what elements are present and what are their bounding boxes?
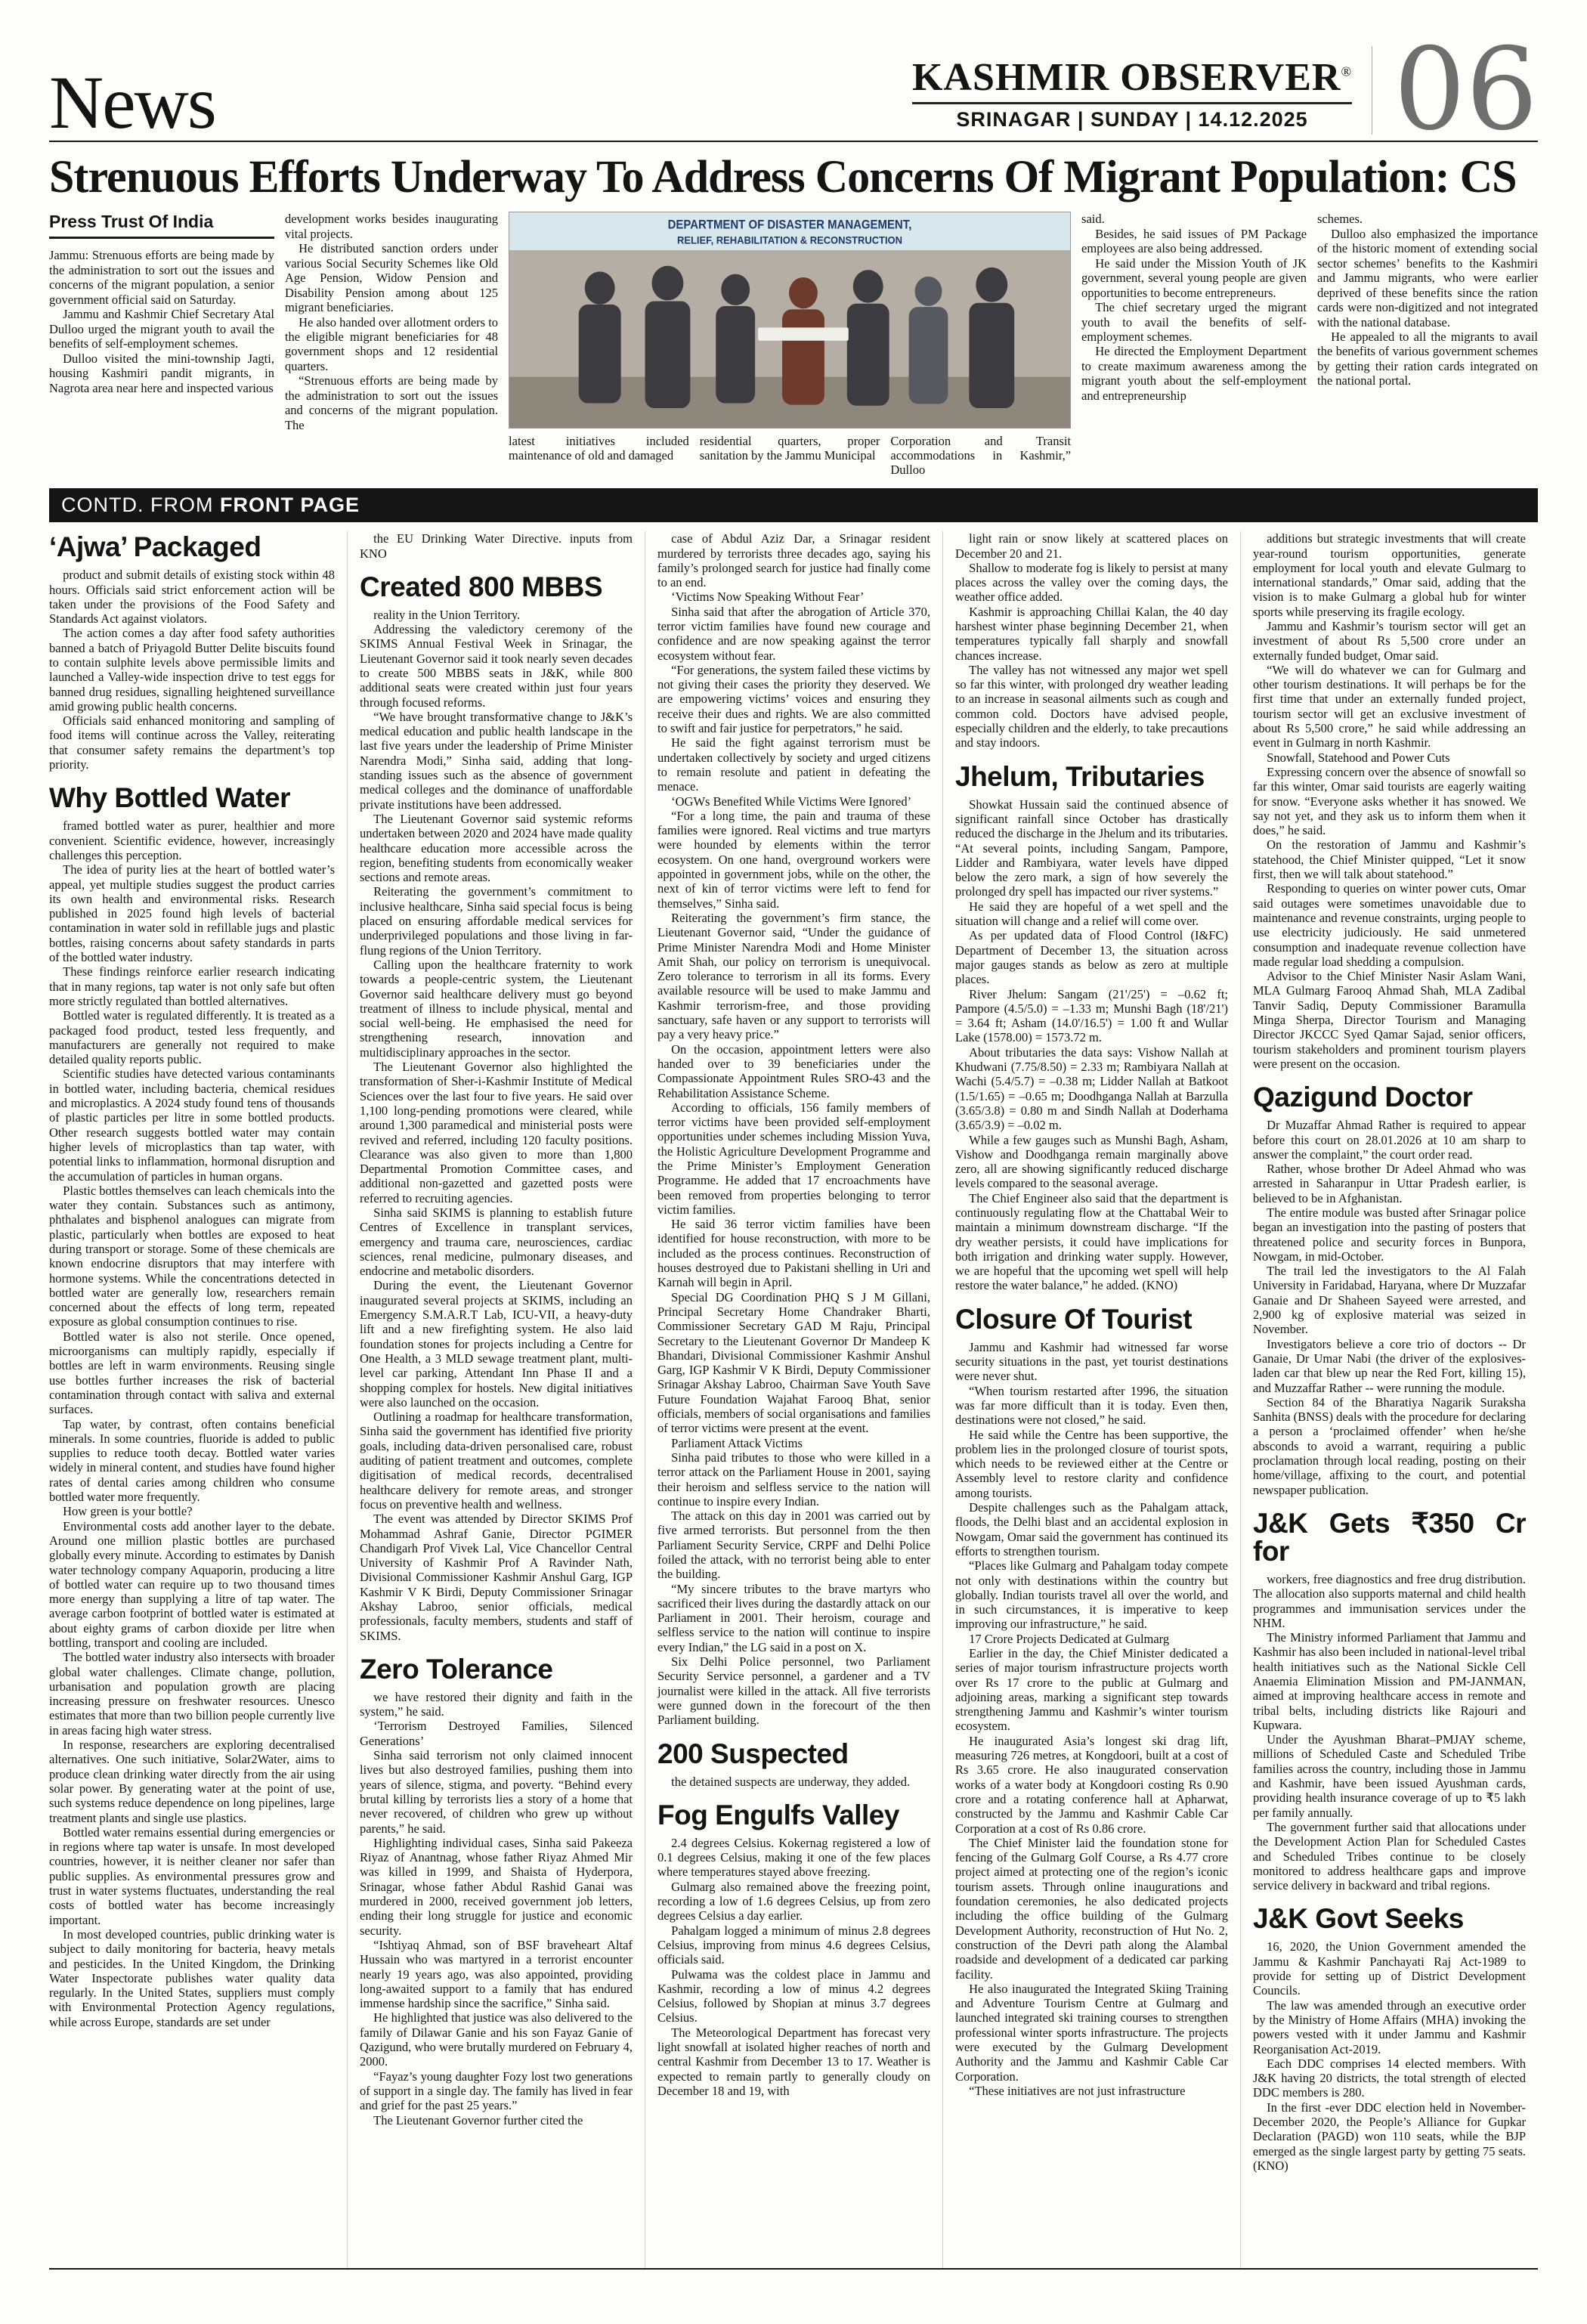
paragraph: The trail led the investigators to the Al Falah University in Faridabad, Haryana, where Dr Muzzafar Ganaie and Dr Shaheen Sayeed were arrested, and 2,900 kg of explosive material was seized in November.: [1253, 1264, 1526, 1337]
paragraph: River Jhelum: Sangam (21'/25') = –0.62 ft; Pampore (4.5/5.0) = –1.33 m; Munshi Bagh (18'/21') = 3.64 ft; Asham (14.0'/16.5') = 1.00 ft and Wullar Lake (1578.00) = 1573.72 m.: [955, 986, 1228, 1045]
article-heading: J&K Govt Seeks: [1253, 1903, 1464, 1935]
paragraph: 16, 2020, the Union Government amended the Jammu & Kashmir Panchayati Raj Act-1989 to provide for setting up of District Development Councils.: [1253, 1939, 1526, 1998]
paragraph: Responding to queries on winter power cuts, Omar said outages were sometimes unavoidable due to maintenance and revenue constraints, urging people to use electricity judiciously. He said unmetered consumption and inadequate revenue collection have made regular load shedding a compulsion.: [1253, 881, 1526, 969]
masthead: [912, 58, 1352, 97]
paragraph: Sinha said terrorism not only claimed innocent lives but also destroyed families, pushing them into years of silence, stigma, and poverty. “Behind every brutal killing by terrorists lies a story of a home that never recovered, of children who grew up without parents,” he said.: [360, 1748, 633, 1836]
paragraph: The attack on this day in 2001 was carried out by five armed terrorists. But personnel from the then Parliament Security Service, CRPF and Delhi Police foiled the attack, with no terrorist being able to enter the building.: [657, 1509, 930, 1582]
paragraph: “We have brought transformative change to J&K’s medical education and public health landscape in the last five years under the leadership of Prime Minister Narendra Modi,” Sinha said, adding that long-standing issues such as the absence of government medical colleges and the dominance of unaffordable private institutions have been addressed.: [360, 709, 633, 812]
paragraph: He said 36 terror victim families have been identified for house reconstruction, with more to be included as the process continues. Reconstruction of houses destroyed due to Pakistani shelling in Uri and Karnah will begin in April.: [657, 1217, 930, 1290]
paragraph: “My sincere tributes to the brave martyrs who sacrificed their lives during the dastardly attack on our Parliament in 2001. Their heroism, courage and selfless service to the nation will continue to inspire every Indian,” the LG said in a post on X.: [657, 1581, 930, 1654]
paragraph: ‘OGWs Benefited While Victims Were Ignored’: [671, 794, 912, 809]
paragraph: The action comes a day after food safety authorities banned a batch of Priyagold Butter Delite biscuits found to contain sulphite levels above permissible limits and launched a Valley-wide inspection drive to test eggs for banned drug residues, signalling heightened surveillance amid growing public health concerns.: [49, 626, 335, 713]
paragraph: Six Delhi Police personnel, two Parliament Security Service personnel, a gardener and a TV journalist were killed in the attack. All five terrorists were gunned down in the forecourt of the then Parliament building.: [657, 1654, 930, 1728]
paragraph: He also handed over allotment orders to the eligible migrant beneficiaries for 48 government shops and 12 residential quarters.: [284, 314, 499, 373]
lead-column-1: [49, 212, 274, 478]
paragraph: Calling upon the healthcare fraternity to work towards a people-centric system, the Lieutenant Governor said healthcare delivery must go beyond treatment of illness to include physical, mental and social well-being. He emphasised the need for strengthening research, innovation and multidisciplinary approaches in the sector.: [360, 957, 633, 1060]
contd-column-2: [347, 531, 645, 2268]
article-heading: Zero Tolerance: [360, 1653, 553, 1685]
paragraph: The Lieutenant Governor further cited the: [373, 2112, 583, 2127]
paragraph: “We will do whatever we can for Gulmarg and other tourism destinations. It will perhaps be for the first time that under an externally funded project, tourism sector will get an exclusive investment of about Rs 5,500 crore,” he said while addressing an event in Gulmarg in north Kashmir.: [1253, 662, 1526, 750]
paragraph: During the event, the Lieutenant Governor inaugurated several projects at SKIMS, including an Emergency S.M.A.R.T Lab, ICU-VII, a heavy-duty lift and a new firefighting system. He also laid foundation stones for projects including a Centre for One Health, a 3 MLD sewage treatment plant, multi-level car parking, Attendant Inn Phase II and a shopping complex for hostels. New digital initiatives were also launched on the occasion.: [360, 1278, 633, 1410]
paragraph: Bottled water is regulated differently. It is treated as a packaged food product, tested less frequently, and manufacturers are generally not required to make detailed quality reports public.: [49, 1008, 335, 1067]
paragraph: Dulloo visited the mini-township Jagti, housing Kashmiri pandit migrants, in Nagrota area near here and inspected various: [49, 351, 274, 395]
paragraph: 17 Crore Projects Dedicated at Gulmarg: [969, 1631, 1170, 1646]
news-photo: [509, 212, 1071, 429]
paragraph: In the first -ever DDC election held in November- December 2020, the People’s Alliance for Gupkar Declaration (PAGD) won 110 seats, while the BJP emerged as the single largest party by getting 75 seats. (KNO): [1253, 2100, 1526, 2173]
masthead-block: [912, 58, 1352, 135]
contd-from-front-page-banner: [49, 488, 1538, 522]
article-heading: ‘Ajwa’ Packaged: [49, 531, 261, 563]
paragraph: Special DG Coordination PHQ S J M Gillani, Principal Secretary Home Chandraker Bharti, Commissioner Secretary GAD M Raju, Principal Secretary to the Lieutenant Governor Dr Mandeep K Bhandari, Divisional Commissioner Kashmir Anshul Garg, IGP Kashmir V K Birdi, Deputy Commissioner Srinagar Akshay Labroo, Chairman Save Youth Save Future Foundation Wajahat Farooq Bhat, senior officials, members of social organisations and families of terror victims were present at the event.: [657, 1289, 930, 1436]
page-number: 06: [1372, 46, 1538, 135]
paragraph: product and submit details of existing stock within 48 hours. Officials said strict enforcement action will be taken under the provisions of the Food Safety and Standards Act against violators.: [49, 568, 335, 627]
paragraph: Addressing the valedictory ceremony of the SKIMS Annual Festival Week in Srinagar, the Lieutenant Governor said it took nearly seven decades to create 500 MBBS seats in J&K, while 800 additional seats were created within just four years through focused reforms.: [360, 622, 633, 710]
paragraph: we have restored their dignity and faith in the system,” he said.: [360, 1689, 633, 1719]
paragraph: He directed the Employment Department to create maximum awareness among the migrant youth about the self-employment and entrepreneurship: [1081, 344, 1307, 403]
paragraph: He appealed to all the migrants to avail the benefits of various government schemes by getting their ration cards integrated on the national portal.: [1317, 329, 1538, 388]
contd-column-5: [1240, 531, 1538, 2268]
paragraph: Environmental costs add another layer to the debate. Around one million plastic bottles are purchased globally every minute. According to estimates by Danish water technology company Aquaporin, producing a litre of bottled water can require up to two thousand times more energy than supplying a litre of tap water. The average carbon footprint of bottled water is estimated at about eighty grams of carbon dioxide per litre when bottling, transport and cooling are included.: [49, 1518, 335, 1650]
paragraph: Pahalgam logged a minimum of minus 2.8 degrees Celsius, improving from minus 4.6 degrees Celsius, officials said.: [657, 1923, 930, 1967]
paragraph: workers, free diagnostics and free drug distribution. The allocation also supports maternal and child health programmes and immunisation services under the NHM.: [1253, 1571, 1526, 1630]
contd-column-3: [645, 531, 942, 2268]
lead-headline: Strenuous Efforts Underway To Address Concerns Of Migrant Population: CS: [49, 152, 1517, 203]
paragraph: Dr Muzaffar Ahmad Rather is required to appear before this court on 28.01.2026 at 10 am sharp to answer the complaint,” the court order read.: [1253, 1118, 1526, 1162]
paragraph: The valley has not witnessed any major wet spell so far this winter, with prolonged dry weather leading to an increase in seasonal ailments such as cough and common cold. Doctors have advised people, especially children and the elderly, to take precautions and stay indoors.: [955, 662, 1228, 750]
article-heading: Jhelum, Tributaries: [955, 760, 1205, 792]
paragraph: These findings reinforce earlier research indicating that in many regions, tap water is not only safe but often more strictly regulated than bottled alternatives.: [49, 964, 335, 1008]
paragraph: Jammu: Strenuous efforts are being made by the administration to sort out the issues and concerns of the migrant population, a senior government official said on Saturday.: [49, 248, 274, 307]
paragraph: Snowfall, Statehood and Power Cuts: [1267, 750, 1450, 765]
article-heading: Fog Engulfs Valley: [657, 1799, 899, 1830]
lead-story: [49, 212, 1538, 478]
paragraph: “For generations, the system failed these victims by not giving their cases the priority they deserved. We are empowering victims’ voices and ensuring they receive their dues and rights. We are also committed to swift and fair justice for perpetrators,” he said.: [657, 662, 930, 736]
paragraph: Plastic bottles themselves can leach chemicals into the water they contain. Substances such as antimony, phthalates and bisphenol analogues can migrate from plastic, particularly when bottles are exposed to heat during transport or storage. Some of these chemicals are known endocrine disruptors that may interfere with hormone systems. While the concentrations detected in bottled water are generally low, researchers remain concerned about the effects of long term, repeated exposure as global consumption continues to rise.: [49, 1183, 335, 1329]
paragraph: Tap water, by contrast, often contains beneficial minerals. In some countries, fluoride is added to public supplies to reduce tooth decay. Bottled water varies widely in mineral content, and studies have found higher rates of dental caries among children who consume bottled water more frequently.: [49, 1416, 335, 1505]
paragraph: About tributaries the data says: Vishow Nallah at Khudwani (7.75/8.50) = 2.33 m; Rambiyara Nallah at Wachi (5.4/5.7) = –0.38 m; Lidder Nallah at Batkoot (1.5/1.65) = –0.65 m; Doodhganga Nallah at Barzulla (3.65/3.8) = 0.80 m and Sindh Nallah at Doderhama (3.65/3.9) = –0.02 m.: [955, 1044, 1228, 1133]
paragraph: He said the fight against terrorism must be undertaken collectively by society and urged citizens to remain resolute and patient in defeating the menace.: [657, 735, 930, 794]
paragraph: said.: [1081, 212, 1105, 227]
paragraph: development works besides inaugurating vital projects.: [284, 212, 499, 241]
paragraph: reality in the Union Territory.: [373, 607, 521, 622]
continued-stories: [49, 531, 1538, 2270]
article-heading: Qazigund Doctor: [1253, 1082, 1473, 1113]
paragraph: Section 84 of the Bharatiya Nagarik Suraksha Sanhita (BNSS) deals with the procedure for declaring a person a ‘proclaimed offender’ when he/she absconds to avoid a warrant, requiring a public proclamation through local reading, posting on their home/village, affixing to the court, and potential newspaper publication.: [1253, 1394, 1526, 1497]
paragraph: While a few gauges such as Munshi Bagh, Asham, Vishow and Doodhganga remain marginally above zero, all are showing significantly reduced discharge levels compared to the seasonal average.: [955, 1132, 1228, 1191]
paragraph: Highlighting individual cases, Sinha said Pakeeza Riyaz of Anantnag, whose father Riyaz Ahmed Mir was killed in 1999, and Shaista of Hyderpora, Srinagar, whose father Abdul Rashid Ganai was murdered in 2000, received government job letters, ending their long struggle for justice and economic security.: [360, 1835, 633, 1938]
paragraph: The Meteorological Department has forecast very light snowfall at isolated higher reaches of north and central Kashmir from December 13 to 17. Weather is expected to remain partly to generally cloudy on December 18 and 19, with: [657, 2025, 930, 2098]
paragraph: In most developed countries, public drinking water is subject to daily monitoring for bacteria, heavy metals and pesticides. In the United Kingdom, the Drinking Water Inspectorate publishes water quality data regularly. In the United States, suppliers must comply with Environmental Protection Agency regulations, while across Europe, standards are set under: [49, 1926, 335, 2029]
paragraph: He said they are hopeful of a wet spell and the situation will change and a relief will come over.: [955, 899, 1228, 929]
paragraph: Rather, whose brother Dr Adeel Ahmad who was arrested in Saharanpur in Uttar Pradesh earlier, is believed to be in Afghanistan.: [1253, 1162, 1526, 1205]
contd-banner-prefix: CONTD. FROM: [61, 494, 220, 517]
paragraph: Outlining a roadmap for healthcare transformation, Sinha said the government has identified five priority goals, including data-driven personalised care, robust auditing of patient treatment and outcomes, complete digitisation of medical records, decentralised healthcare delivery for remote areas, and stronger focus on preventive health and wellness.: [360, 1410, 633, 1512]
paragraph: additions but strategic investments that will create year-round tourism opportunities, generate employment for local youth and elevate Gulmarg to international standards,” Omar said, adding that the vision is to make Gulmarg a global hub for winter sports while preserving its fragile ecology.: [1253, 531, 1526, 619]
paragraph: Under the Ayushman Bharat–PMJAY scheme, millions of Scheduled Caste and Scheduled Tribe families across the country, including those in Jammu and Kashmir, have been issued Ayushman cards, providing health insurance coverage of up to ₹5 lakh per family annually.: [1253, 1732, 1526, 1820]
lead-column-5: [1317, 212, 1538, 478]
paragraph: The government further said that allocations under the Development Action Plan for Scheduled Castes and Scheduled Tribes continue to be closely monitored to address healthcare gaps and improve service delivery in backward and tribal regions.: [1253, 1819, 1526, 1893]
paragraph: Dulloo also emphasized the importance of the historic moment of extending social sector schemes’ benefits to the Kashmiri and Jammu migrants, who were earlier deprived of these benefits since the ration cards were non-digitized and not integrated with the national database.: [1317, 226, 1538, 330]
paragraph: The entire module was busted after Srinagar police began an investigation into the pasting of posters that threatened police and security forces in Bunpora, Nowgam, in mid-October.: [1253, 1205, 1526, 1264]
paragraph: Officials said enhanced monitoring and sampling of food items will continue across the Valley, reiterating that consumer safety remains the department’s top priority.: [49, 713, 335, 772]
paragraph: schemes.: [1317, 212, 1363, 227]
photo-block: [509, 212, 1071, 478]
paragraph: Showkat Hussain said the continued absence of significant rainfall since October has drastically reduced the discharge in the Jhelum and its tributaries. “At several points, including Sangam, Pampore, Lidder and Rambiyara, water levels have dipped below the zero mark, a sign of how severely the prolonged dry spell has impacted our river systems.”: [955, 797, 1228, 899]
photo-illustration: [509, 212, 1070, 428]
paragraph: He said under the Mission Youth of JK government, several young people are given opportunities to become entrepreneurs.: [1081, 255, 1307, 300]
masthead-text: KASHMIR OBSERVER: [911, 56, 1341, 99]
paragraph: Jammu and Kashmir’s tourism sector will get an investment of about Rs 5,500 crore under an externally funded budget, Omar said.: [1253, 619, 1526, 663]
article-heading: Created 800 MBBS: [360, 571, 603, 602]
paragraph: The bottled water industry also intersects with broader global water challenges. Climate change, pollution, urbanisation and population growth are placing increasing pressure on freshwater resources. Unesco estimates that more than two billion people currently live in areas facing high water stress.: [49, 1650, 335, 1738]
paragraph: He also inaugurated the Integrated Skiing Training and Adventure Tourism Centre at Gulmarg and launched integrated ski training courses to strengthen professional winter sports infrastructure. The projects were executed by the Gulmarg Development Authority and the Jammu and Kashmir Cable Car Corporation.: [955, 1981, 1228, 2084]
svg-text:DEPARTMENT OF DISASTER MANAGEM: DEPARTMENT OF DISASTER MANAGEMENT,: [667, 218, 912, 233]
paragraph: The event was attended by Director SKIMS Prof Mohammad Ashraf Ganie, Director PGIMER Chandigarh Prof Vivek Lal, Vice Chancellor Central University of Kashmir Prof A Ravinder Nath, Divisional Commissioner Kashmir Anshul Garg, IGP Kashmir V K Birdi, Deputy Commissioner Srinagar Akshay Labroo, senior officials, medical professionals, faculty members, students and staff of SKIMS.: [360, 1512, 633, 1643]
paragraph: Sinha said SKIMS is planning to establish future Centres of Excellence in transplant services, emergency and trauma care, neurosciences, cardiac sciences, renal medicine, pulmonary diseases, and endocrine and metabolic disorders.: [360, 1205, 633, 1279]
paragraph: Jammu and Kashmir had witnessed far worse security situations in the past, yet tourist destinations were never shut.: [955, 1339, 1228, 1384]
paragraph: 2.4 degrees Celsius. Kokernag registered a low of 0.1 degrees Celsius, making it one of the few places where temperatures stayed above freezing.: [657, 1835, 930, 1880]
paragraph: Reiterating the government’s commitment to inclusive healthcare, Sinha said special focus is being placed on ensuring affordable medical services for underprivileged populations and those living in far-flung regions of the Union Territory.: [360, 884, 633, 958]
paragraph: the detained suspects are underway, they added.: [671, 1774, 911, 1789]
paragraph: framed bottled water as purer, healthier and more convenient. Scientific evidence, however, increasingly challenges this perception.: [49, 819, 335, 862]
paragraph: He highlighted that justice was also delivered to the family of Dilawar Ganie and his son Fayaz Ganie of Qazigund, who were brutally murdered on February 4, 2000.: [360, 2010, 633, 2069]
paragraph: “Ishtiyaq Ahmad, son of BSF braveheart Altaf Hussain who was martyred in a terrorist encounter nearly 19 years ago, was also appointed, providing long-awaited support to a family that has endured immense hardship since the sacrifice,” Sinha said.: [360, 1937, 633, 2011]
paragraph: On the occasion, appointment letters were also handed over to 39 beneficiaries under the Compassionate Appointment Rules SRO-43 and the Rehabilitation Assistance Scheme.: [657, 1041, 930, 1100]
contd-column-1: [49, 531, 347, 2268]
paragraph: How green is your bottle?: [63, 1504, 193, 1519]
paragraph: Expressing concern over the absence of snowfall so far this winter, Omar said tourists are eagerly waiting for snow. “Everyone asks whether it has snowed. We say not yet, and they ask us to inform them when it does,” he said.: [1253, 764, 1526, 838]
paragraph: Sinha said that after the abrogation of Article 370, terror victim families have found new courage and confidence and are now speaking against the terror ecosystem without fear.: [657, 604, 930, 663]
paragraph: Despite challenges such as the Pahalgam attack, floods, the Delhi blast and an accidental explosion in Nowgam, Omar said the government has continued its efforts to strengthen tourism.: [955, 1500, 1228, 1558]
article-heading: J&K Gets ₹350 Cr for: [1253, 1507, 1526, 1567]
paragraph: case of Abdul Aziz Dar, a Srinagar resident murdered by terrorists three decades ago, saying his family’s prolonged search for justice had finally come to an end.: [657, 531, 930, 590]
dateline: SRINAGAR | SUNDAY | 14.12.2025: [912, 102, 1352, 132]
paragraph: The Lieutenant Governor said systemic reforms undertaken between 2020 and 2024 have made quality healthcare education more accessible across the region, benefiting students from economically weaker sections and remote areas.: [360, 811, 633, 885]
paragraph: Sinha paid tributes to those who were killed in a terror attack on the Parliament House in 2001, saying their heroism and selfless service to the nation will continue to inspire every Indian.: [657, 1450, 930, 1509]
caption-segment: residential quarters, proper sanitation by the Jammu Municipal: [699, 434, 880, 463]
paragraph: Reiterating the government’s firm stance, the Lieutenant Governor said, “Under the guidance of Prime Minister Narendra Modi and Home Minister Amit Shah, our policy on terrorism is unequivocal. Zero tolerance to terrorism in all its forms. Every available resource will be used to make Jammu and Kashmir terrorism-free, and those providing sanctuary, safe haven or any support to terrorists will pay a very heavy price.”: [657, 910, 930, 1042]
article-heading: Closure Of Tourist: [955, 1303, 1193, 1335]
paragraph: The Lieutenant Governor also highlighted the transformation of Sher-i-Kashmir Institute of Medical Sciences over the last four to five years. He said over 1,100 long-pending promotions were cleared, while around 1,300 paramedical and ministerial posts were revived and referred, including 120 faculty positions. Clearance was also given to more than 1,800 Departmental Promotion Committee cases, and additional non-gazetted and gazetted posts were referred to recruiting agencies.: [360, 1060, 633, 1205]
caption-segment: Corporation and Transit accommodations in Kashmir,” Dulloo: [890, 434, 1072, 478]
paragraph: Each DDC comprises 14 elected members. With J&K having 20 districts, the total strength of elected DDC members is 280.: [1253, 2056, 1526, 2100]
paragraph: “These initiatives are not just infrastructure: [969, 2083, 1186, 2098]
paragraph: According to officials, 156 family members of terror victims have been provided self-employment opportunities under schemes including Mission Yuva, the Holistic Agriculture Development Programme and the Prime Minister’s Employment Generation Programme. He added that 17 encroachments have been removed from properties belonging to terror victim families.: [657, 1100, 930, 1217]
paragraph: Parliament Attack Victims: [671, 1435, 803, 1450]
paragraph: As per updated data of Flood Control (I&FC) Department of December 13, the situation across major gauges stands as below as zero at multiple places.: [955, 928, 1228, 987]
page-header: [49, 21, 1538, 156]
paragraph: The idea of purity lies at the heart of bottled water’s appeal, yet multiple studies suggest the product carries its own health and environmental risks. Research published in 2025 found high levels of bacterial contamination in water sold in refillable jugs and plastic bottles, raising concerns about safety standards in parts of the bottled water industry.: [49, 862, 335, 965]
paragraph: Scientific studies have detected various contaminants in bottled water, including bacteria, chemical residues and microplastics. A 2024 study found tens of thousands of plastic particles per litre in some bottled products. Other research suggests bottled water may contain higher levels of microplastics than tap water, with potential links to inflammation, hormonal disruption and the accumulation of particles in human organs.: [49, 1066, 335, 1184]
paragraph: The Chief Minister laid the foundation stone for fencing of the Gulmarg Golf Course, a Rs 4.77 crore project aimed at protecting one of the region’s iconic tourism assets. Through online inaugurations and foundation ceremonies, he also dedicated projects including the office building of the Gulmarg Development Authority, reconstruction of Hut No. 2, construction of the Devri path along the Alambal roadside and development of a dedicated car parking facility.: [955, 1835, 1228, 1982]
paragraph: He inaugurated Asia’s longest ski drag lift, measuring 726 metres, at Kongdoori, built at a cost of Rs 3.65 crore. He also inaugurated conservation works of a water body at Kongdoori costing Rs 0.90 crore and a rotating conference hall at Apharwat, constructed by the Jammu and Kashmir Cable Car Corporation at a cost of Rs 0.86 crore.: [955, 1733, 1228, 1836]
paragraph: The chief secretary urged the migrant youth to avail the benefits of self-employment schemes.: [1081, 300, 1307, 344]
contd-banner-bold: FRONT PAGE: [219, 494, 360, 517]
byline: Press Trust Of India: [49, 212, 274, 239]
photo-caption: [509, 435, 1071, 478]
paragraph: Kashmir is approaching Chillai Kalan, the 40 day harshest winter phase beginning December 21, when temperatures typically fall sharply and snowfall chances increase.: [955, 604, 1228, 663]
paragraph: Bottled water is also not sterile. Once opened, microorganisms can multiply rapidly, especially if bottles are left in warm environments. Reusing single use bottles further increases the risk of bacterial contamination through contact with saliva and external surfaces.: [49, 1329, 335, 1417]
paragraph: ‘Terrorism Destroyed Families, Silenced Generations’: [360, 1719, 633, 1748]
lead-column-2: [285, 212, 498, 478]
paragraph: ‘Victims Now Speaking Without Fear’: [671, 590, 865, 605]
paragraph: “Fayaz’s young daughter Fozy lost two generations of support in a single day. The family has lived in fear and grief for the past 25 years.”: [360, 2069, 633, 2113]
paragraph: “For a long time, the pain and trauma of these families were ignored. Real victims and true martyrs were hounded by elements within the terror ecosystem. On one hand, overground workers were appointed in government jobs, while on the other, the next of kin of terror victims were left to fend for themselves,” Sinha said.: [657, 808, 930, 911]
contd-column-4: [942, 531, 1240, 2268]
registered-mark: ®: [1341, 63, 1353, 79]
article-heading: Why Bottled Water: [49, 782, 291, 814]
paragraph: The law was amended through an executive order by the Ministry of Home Affairs (MHA) invoking the powers vested with it under Jammu and Kashmir Reorganisation Act-2019.: [1253, 1998, 1526, 2056]
paragraph: The Ministry informed Parliament that Jammu and Kashmir has also been included in national-level tribal health initiatives such as the National Sickle Cell Anaemia Elimination Mission and PM-JANMAN, aimed at improving healthcare access in remote and tribal belts, including districts like Rajouri and Kupwara.: [1253, 1630, 1526, 1732]
masthead-area: [911, 24, 1538, 156]
paragraph: Pulwama was the coldest place in Jammu and Kashmir, recording a low of minus 4.2 degrees Celsius, followed by Shopian at minus 3.7 degrees Celsius.: [657, 1967, 930, 2025]
paragraph: the EU Drinking Water Directive. inputs from KNO: [360, 531, 633, 561]
section-title: News: [49, 60, 215, 144]
paragraph: Earlier in the day, the Chief Minister dedicated a series of major tourism infrastructure projects worth over Rs 17 crore to the public at Gulmarg and adjoining areas, marking a significant step towards strengthening Jammu and Kashmir’s winter tourism ecosystem.: [955, 1646, 1228, 1734]
paragraph: He distributed sanction orders under various Social Security Schemes like Old Age Pension, Widow Pension and Disability Pension among about 125 migrant beneficiaries.: [284, 241, 499, 315]
paragraph: Advisor to the Chief Minister Nasir Aslam Wani, MLA Gulmarg Farooq Ahmad Shah, MLA Zadibal Tanvir Sadiq, Deputy Commissioner Baramulla Minga Sherpa, Director Tourism and Managing Director JKCCC Syed Qamar Sajad, senior officers, tourism stakeholders and prominent tourism players were present on the occasion.: [1253, 969, 1526, 1071]
paragraph: “Strenuous efforts are being made by the administration to sort out the issues and concerns of the migrant population. The: [284, 373, 499, 432]
paragraph: The Chief Engineer also said that the department is continuously regulating flow at the Chattabal Weir to maintain a minimum downstream discharge. “If the dry weather persists, it could have implications for both irrigation and drinking water supply. However, we are hopeful that the upcoming wet spell will help restore the water balance,” he added. (KNO): [955, 1190, 1228, 1293]
paragraph: Gulmarg also remained above the freezing point, recording a low of 1.6 degrees Celsius, up from zero degrees Celsius a day earlier.: [657, 1879, 930, 1923]
caption-segment: latest initiatives included maintenance of old and damaged: [509, 434, 689, 463]
paragraph: Investigators believe a core trio of doctors -- Dr Ganaie, Dr Umar Nabi (the driver of the explosives-laden car that blew up near the Red Fort, killing 15), and Muzzaffar Rather -- were running the module.: [1253, 1336, 1526, 1395]
paragraph: Shallow to moderate fog is likely to persist at many places across the valley over the coming days, the weather office added.: [955, 560, 1228, 605]
paragraph: He said while the Centre has been supportive, the problem lies in the prolonged closure of tourist spots, which needs to be reviewed either at the Centre or Assembly level to restore clarity and confidence among tourists.: [955, 1427, 1228, 1500]
paragraph: In response, researchers are exploring decentralised alternatives. One such initiative, Solar2Water, aims to produce clean drinking water directly from the air using solar power. By generating water at the point of use, such systems reduce dependence on long pipelines, large treatment plants and single use plastics.: [49, 1738, 335, 1825]
paragraph: “When tourism restarted after 1996, the situation was far more difficult than it is today. Even then, destinations were not closed,” he said.: [955, 1383, 1228, 1428]
paragraph: Jammu and Kashmir Chief Secretary Atal Dulloo urged the migrant youth to avail the benefits of self-employment schemes.: [49, 307, 274, 351]
paragraph: On the restoration of Jammu and Kashmir’s statehood, the Chief Minister quipped, “Let it snow first, then we will talk about statehood.”: [1253, 837, 1526, 882]
paragraph: light rain or snow likely at scattered places on December 20 and 21.: [955, 531, 1228, 561]
lead-column-4: [1081, 212, 1307, 478]
article-heading: 200 Suspected: [657, 1738, 849, 1769]
paragraph: Bottled water remains essential during emergencies or in regions where tap water is unsafe. In most developed countries, however, it is neither cleaner nor safer than public supplies. As environmental pressures grow and trust in water systems fluctuates, understanding the real costs of bottled water has become increasingly important.: [49, 1824, 335, 1927]
paragraph: Besides, he said issues of PM Package employees are also being addressed.: [1081, 226, 1307, 256]
svg-text:RELIEF, REHABILITATION & RECON: RELIEF, REHABILITATION & RECONSTRUCTION: [677, 234, 903, 246]
paragraph: “Places like Gulmarg and Pahalgam today compete not only with destinations within the country but globally. Indian tourists travel all over the world, and in such circumstances, it is imperative to keep improving our infrastructure,” he said.: [955, 1558, 1228, 1632]
